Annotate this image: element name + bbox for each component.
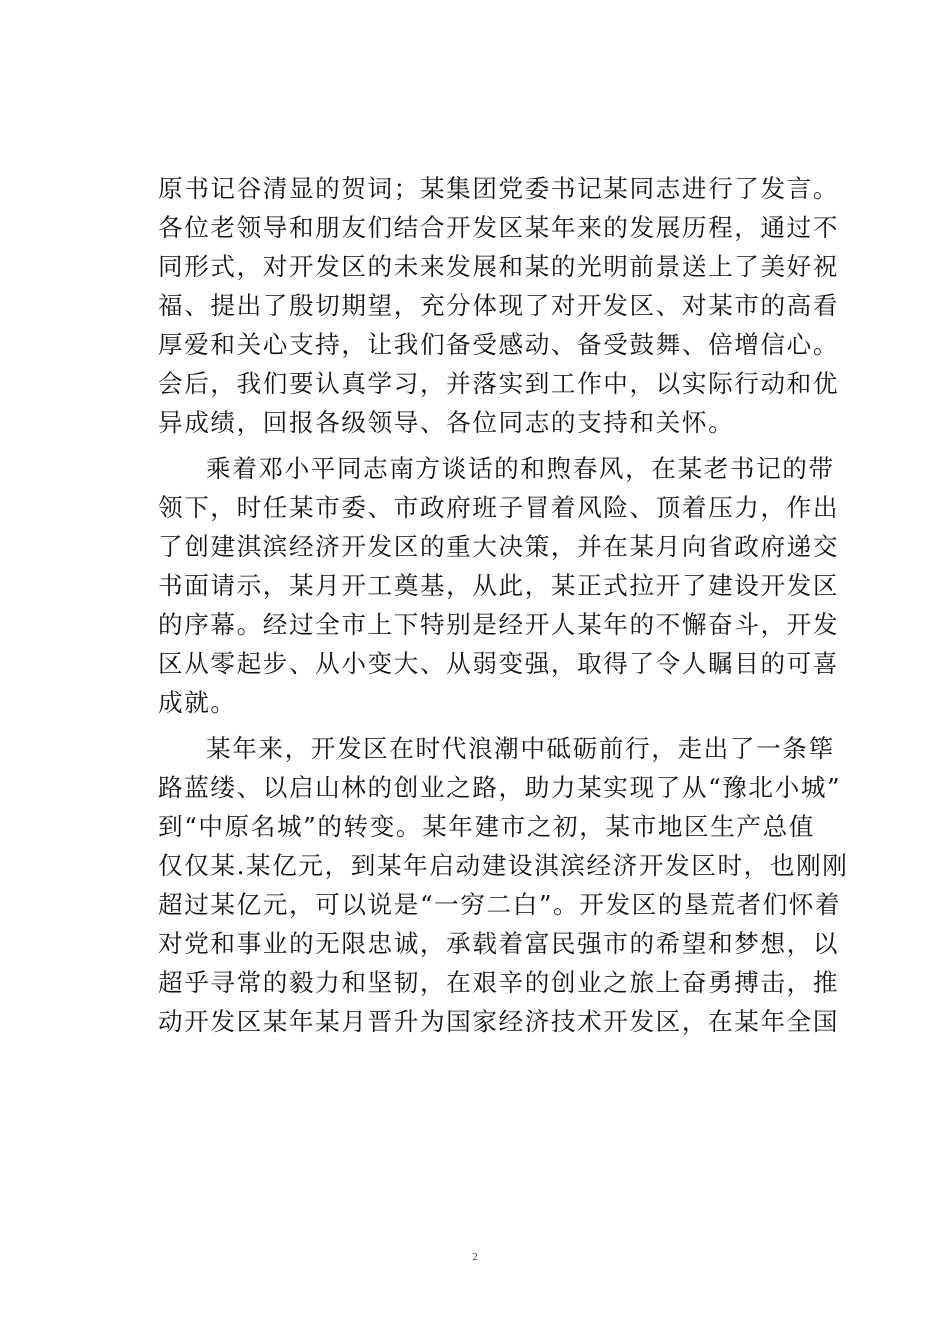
text-line: 了创建淇滨经济开发区的重大决策，并在某月向省政府递交 (158, 532, 840, 561)
text-line: 书面请示，某月开工奠基，从此，某正式拉开了建设开发区 (158, 571, 840, 600)
text-line: 各位老领导和朋友们结合开发区某年来的发展历程，通过不 (158, 213, 840, 242)
paragraph-first-line: 乘着邓小平同志南方谈话的和煦春风，在某老书记的带 (206, 454, 835, 483)
page-number: 2 (472, 1251, 478, 1263)
text-line: 会后，我们要认真学习，并落实到工作中，以实际行动和优 (158, 369, 840, 398)
text-line: 区从零起步、从小变大、从弱变强，取得了令人瞩目的可喜 (158, 649, 840, 678)
text-line: 原书记谷清显的贺词；某集团党委书记某同志进行了发言。 (158, 174, 840, 203)
text-line: 同形式，对开发区的未来发展和某的光明前景送上了美好祝 (158, 252, 840, 281)
text-line: 超过某亿元，可以说是“一穷二白”。开发区的垦荒者们怀着 (158, 890, 842, 919)
text-line: 超乎寻常的毅力和坚韧，在艰辛的创业之旅上奋勇搏击，推 (158, 968, 840, 997)
text-line: 厚爱和关心支持，让我们备受感动、备受鼓舞、倍增信心。 (158, 330, 840, 359)
text-line: 福、提出了殷切期望，充分体现了对开发区、对某市的高看 (158, 291, 840, 320)
text-line: 路蓝缕、以启山林的创业之路，助力某实现了从“豫北小城” (158, 773, 842, 802)
text-line: 仅仅某.某亿元，到某年启动建设淇滨经济开发区时，也刚刚 (158, 851, 849, 880)
text-line: 对党和事业的无限忠诚，承载着富民强市的希望和梦想，以 (158, 929, 840, 958)
text-line: 到“中原名城”的转变。某年建市之初，某市地区生产总值 (158, 812, 815, 841)
text-line: 领下，时任某市委、市政府班子冒着风险、顶着压力，作出 (158, 493, 840, 522)
text-line: 的序幕。经过全市上下特别是经开人某年的不懈奋斗，开发 (158, 610, 840, 639)
text-line: 异成绩，回报各级领导、各位同志的支持和关怀。 (158, 408, 735, 437)
text-line: 动开发区某年某月晋升为国家经济技术开发区，在某年全国 (158, 1007, 840, 1036)
paragraph-first-line: 某年来，开发区在时代浪潮中砥砺前行，走出了一条筚 (206, 734, 835, 763)
text-line: 成就。 (158, 688, 237, 717)
